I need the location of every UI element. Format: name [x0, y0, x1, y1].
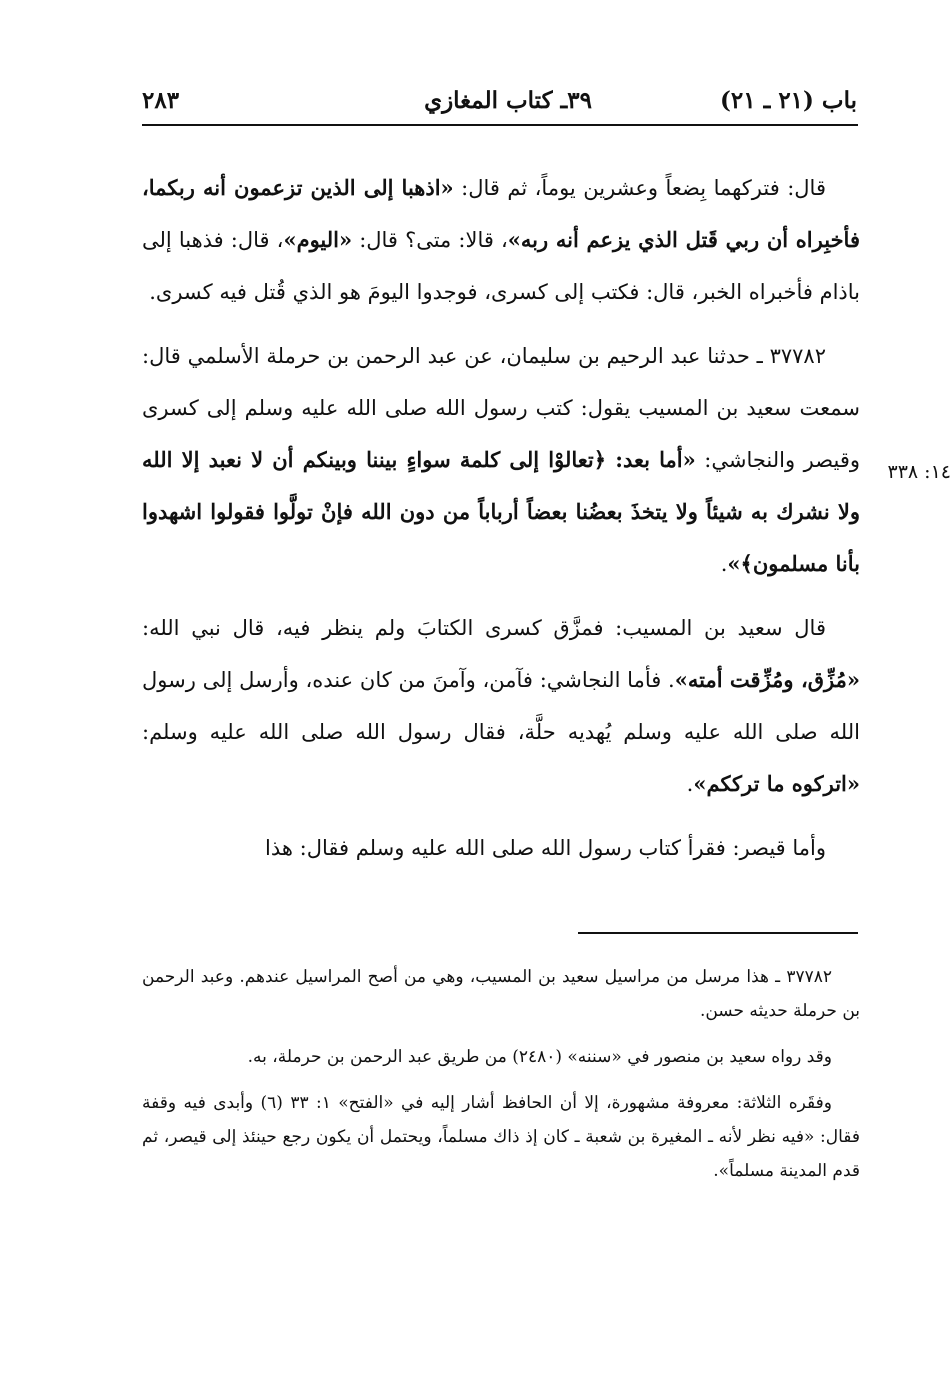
book-title: ٣٩ـ كتاب المغازي	[424, 87, 592, 114]
page-header	[142, 84, 857, 120]
main-text	[142, 162, 860, 890]
quote-run: «مُزِّق، ومُزِّقت أمته»	[674, 667, 860, 692]
margin-reference: ١٤: ٣٣٨	[887, 461, 951, 483]
footnote-3: وفقَره الثلاثة: معروفة مشهورة، إلا أن الحافظ أشار إليه في «الفتح» ١: ٣٣ (٦) وأبدى فيه وقفة فقال: «فيه نظر لأنه ـ المغيرة بن شعبة ـ كان إذ ذاك مسلماً، ويحتمل أن يكون رجع حينئذ إلى قيصر، ثم قدم المدينة مسلماً».	[142, 1093, 860, 1181]
paragraph-4	[142, 822, 860, 874]
text-run: وأما قيصر: فقرأ كتاب رسول الله صلى الله عليه وسلم فقال: هذا	[265, 836, 826, 860]
text-run: .	[720, 552, 728, 576]
text-run: ٣٧٧٨٢ ـ حدثنا عبد الرحيم بن سليمان، عن عبد الرحمن بن حرملة الأسلمي قال: سمعت سعيد بن المسيب يقول: كتب رسول الله صلى الله عليه وسلم إلى كسرى وقيصر والنجاشي:	[142, 344, 860, 472]
text-run: . فأما النجاشي: فآمن، وآمنَ من كان عنده، وأرسل إلى رسول الله صلى الله عليه وسلم يُهديه حلَّة، فقال رسول الله صلى الله عليه وسلم:	[142, 668, 860, 744]
footnotes	[142, 960, 860, 1200]
paragraph-2	[142, 330, 860, 590]
footnote-1: ٣٧٧٨٢ ـ هذا مرسل من مراسيل سعيد بن المسيب، وهي من أصح المراسيل عندهم. وعبد الرحمن بن حرملة حديثه حسن.	[142, 967, 860, 1021]
footnote-rule	[578, 932, 858, 934]
footnote-2: وقد رواه سعيد بن منصور في «سننه» (٢٤٨٠) من طريق عبد الرحمن بن حرملة، به.	[247, 1047, 832, 1067]
text-run: ، قالا: متى؟ قال:	[352, 228, 508, 252]
text-run: ، قال: فذهبا إلى باذام فأخبراه الخبر، قال: فكتب إلى كسرى، فوجدوا اليومَ هو الذي قُتل فيه كسرى.	[142, 228, 860, 304]
quote-run: «اذهبا إلى الذين تزعمون أنه ربكما، فأخبِراه أن ربي قَتل الذي يزعم أنه ربه»	[142, 175, 860, 252]
text-run: قال سعيد بن المسيب: فمزَّق كسرى الكتابَ ولم ينظر فيه، قال نبي الله:	[142, 616, 826, 640]
quote-run: «اتركوه ما ترككم»	[693, 771, 860, 796]
chapter-heading: باب (٢١ ـ ٢١)	[719, 87, 857, 114]
paragraph-3	[142, 602, 860, 810]
quote-run: «أما بعد: ﴿تعالوْا إلى كلمة سواءٍ بيننا وبينكم أن لا نعبد إلا الله ولا نشرك به شيئاً ولا يتخذَ بعضُنا بعضاً أرباباً من دون الله فإنْ تولَّوا فقولوا اشهدوا بأنا مسلمون﴾»	[142, 447, 860, 576]
quote-run: «اليوم»	[283, 227, 353, 252]
text-run: .	[686, 772, 694, 796]
page-number: ٢٨٣	[142, 87, 180, 114]
text-run: قال: فتركهما بِضعاً وعشرين يوماً، ثم قال:	[453, 176, 826, 200]
header-rule	[142, 124, 858, 126]
paragraph-1	[142, 162, 860, 318]
